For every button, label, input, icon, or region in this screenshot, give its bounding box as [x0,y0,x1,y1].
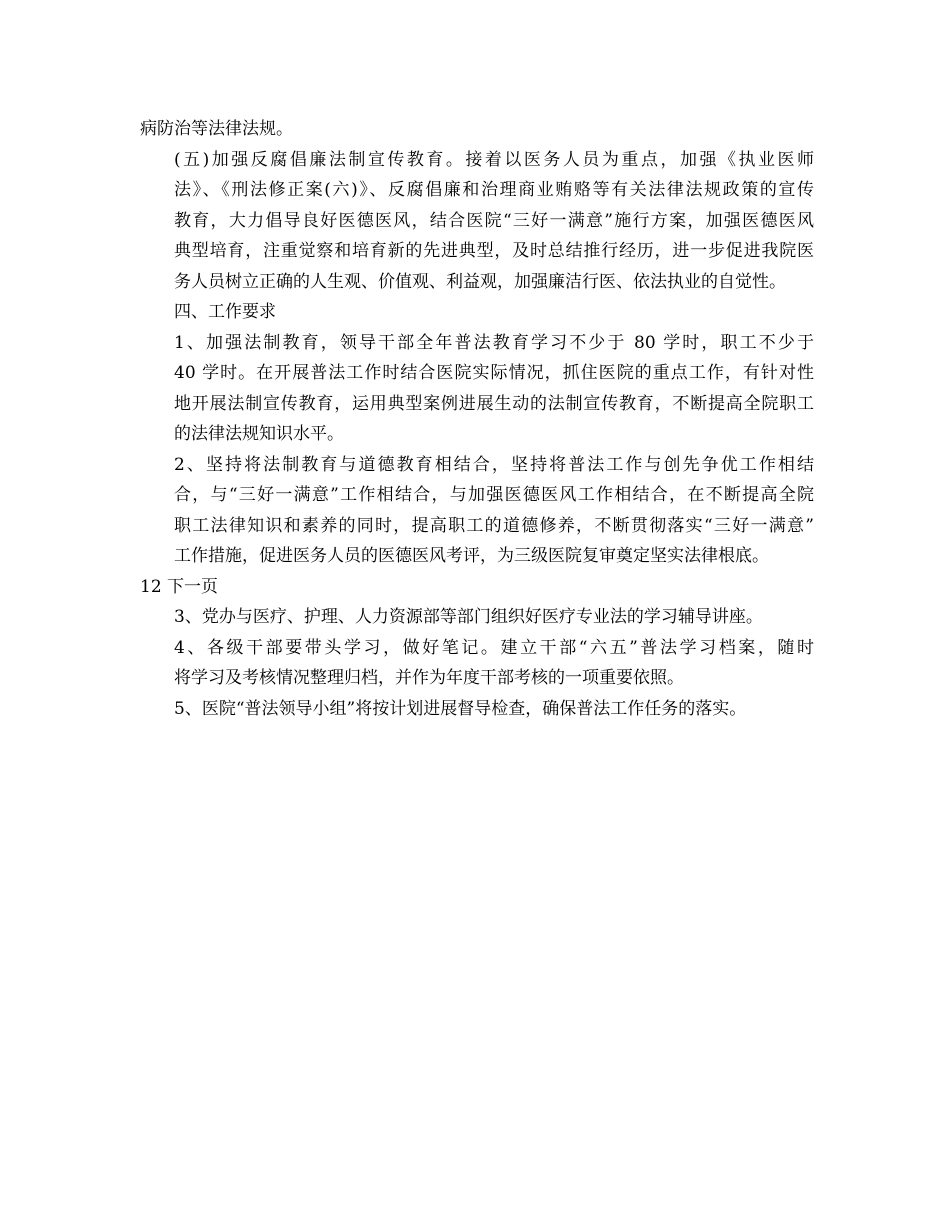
text-line: 工作措施，促进医务人员的医德医风考评，为三级医院复审奠定坚实法律根底。 [174,546,769,566]
paragraph [140,450,814,572]
paragraph [140,694,814,725]
text-line: 3、党办与医疗、护理、人力资源部等部门组织好医疗专业法的学习辅导讲座。 [174,607,763,627]
page-navigation[interactable] [140,572,814,603]
paragraph [140,602,814,633]
paragraph [140,114,814,145]
text-line: 的法律法规知识水平。 [174,424,344,444]
paragraph [140,633,814,694]
paragraph [140,328,814,450]
document-body [140,114,814,724]
text-line: 合，与“三好一满意”工作相结合，与加强医德医风工作相结合，在不断提高全院 [174,485,814,505]
text-line: 2、坚持将法制教育与道德教育相结合，坚持将普法工作与创先争优工作相结 [174,454,814,475]
text-line: 务人员树立正确的人生观、价值观、利益观，加强廉洁行医、依法执业的自觉性。 [174,271,786,292]
text-line: 病防治等法律法规。 [140,119,293,139]
text-line: 教育，大力倡导良好医德医风，结合医院“三好一满意”施行方案，加强医德医风 [174,210,814,231]
page-nav-link[interactable]: 12 下一页 [140,576,219,597]
text-line: 典型培育，注重觉察和培育新的先进典型，及时总结推行经历，进一步促进我院医 [174,241,814,261]
text-line: (五)加强反腐倡廉法制宣传教育。接着以医务人员为重点，加强《执业医师 [174,149,814,170]
text-line: 地开展法制宣传教育，运用典型案例进展生动的法制宣传教育，不断提高全院职工 [174,393,814,414]
text-line: 40 学时。在开展普法工作时结合医院实际情况，抓住医院的重点工作，有针对性 [174,363,814,383]
text-line: 职工法律知识和素养的同时，提高职工的道德修养，不断贯彻落实“三好一满意” [174,515,814,536]
paragraph [140,145,814,298]
text-line: 将学习及考核情况整理归档，并作为年度干部考核的一项重要依照。 [174,668,684,688]
text-line: 5、医院“普法领导小组”将按计划进展督导检查，确保普法工作任务的落实。 [174,698,747,719]
text-line: 四、工作要求 [174,302,276,322]
text-line: 1、加强法制教育，领导干部全年普法教育学习不少于 80 学时，职工不少于 [174,332,814,353]
text-line: 4、各级干部要带头学习，做好笔记。建立干部“六五”普法学习档案，随时 [174,637,814,658]
paragraph [140,297,814,328]
text-line: 法》、《刑法修正案(六)》、反腐倡廉和治理商业贿赂等有关法律法规政策的宣传 [174,180,814,200]
